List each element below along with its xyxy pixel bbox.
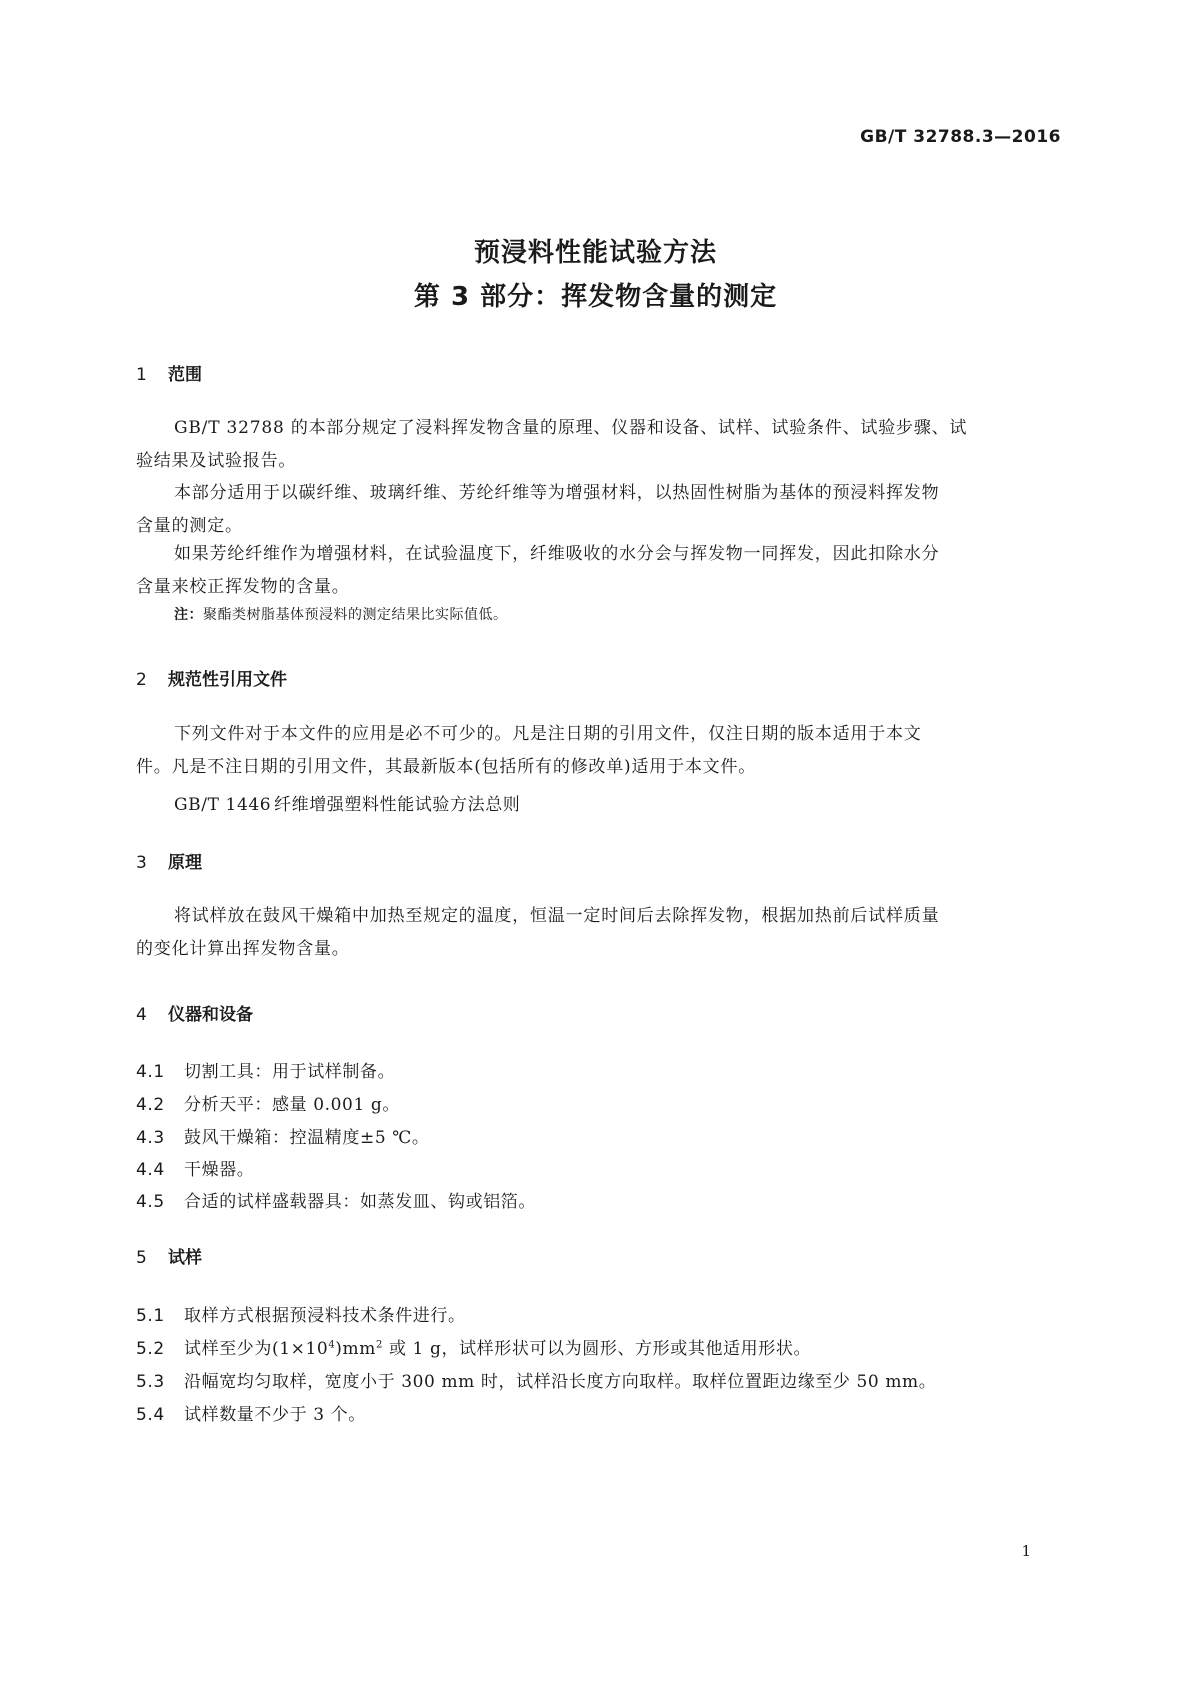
list-item: 4.5 合适的试样盛载器具：如蒸发皿、钩或铝箔。 <box>136 1192 536 1212</box>
paragraph: 如果芳纶纤维作为增强材料，在试验温度下，纤维吸收的水分会与挥发物一同挥发，因此扣除水分 含量来校正挥发物的含量。 <box>136 544 940 597</box>
note-label: 注： <box>174 607 203 623</box>
section-4-heading: 4 仪器和设备 <box>136 1005 253 1025</box>
list-item: 4.3 鼓风干燥箱：控温精度±5 ℃。 <box>136 1128 430 1148</box>
list-item: 5.3 沿幅宽均匀取样，宽度小于 300 mm 时，试样沿长度方向取样。取样位置距边缘至少 50 mm。 <box>136 1372 937 1392</box>
page-number: 1 <box>1021 1542 1031 1560</box>
paragraph: 将试样放在鼓风干燥箱中加热至规定的温度，恒温一定时间后去除挥发物，根据加热前后试样质量 的变化计算出挥发物含量。 <box>136 906 940 959</box>
list-item: 4.2 分析天平：感量 0.001 g。 <box>136 1095 400 1115</box>
note-text: 聚酯类树脂基体预浸料的测定结果比实际值低。 <box>203 607 508 623</box>
standard-number: GB/T 32788.3—2016 <box>860 127 1061 147</box>
normative-reference <box>174 790 520 815</box>
section-5-heading: 5 试样 <box>136 1248 202 1268</box>
paragraph: GB/T 32788 的本部分规定了浸料挥发物含量的原理、仪器和设备、试样、试验条件、试验步骤、试 验结果及试验报告。 <box>136 418 968 471</box>
paragraph: 本部分适用于以碳纤维、玻璃纤维、芳纶纤维等为增强材料，以热固性树脂为基体的预浸料挥发物 含量的测定。 <box>136 483 940 536</box>
list-item: 4.4 干燥器。 <box>136 1160 255 1180</box>
note <box>174 604 508 624</box>
section-2-heading: 2 规范性引用文件 <box>136 670 287 690</box>
document-subtitle: 第 3 部分：挥发物含量的测定 <box>413 282 778 312</box>
paragraph: 下列文件对于本文件的应用是必不可少的。凡是注日期的引用文件，仅注日期的版本适用于本文 件。凡是不注日期的引用文件，其最新版本(包括所有的修改单)适用于本文件。 <box>136 724 922 777</box>
section-title: 范围 <box>168 365 202 385</box>
reference-code: GB/T 1446 <box>174 795 272 815</box>
list-item: 5.1 取样方式根据预浸料技术条件进行。 <box>136 1306 466 1326</box>
section-1-heading <box>136 360 202 385</box>
list-item: 5.2 试样至少为$(1\times 10^4)mm^2$ 或 1 g，试样形状可以为圆形、方形或其他适用形状。 <box>136 1339 812 1359</box>
list-item: 4.1 切割工具：用于试样制备。 <box>136 1062 396 1082</box>
document-title: 预浸料性能试验方法 <box>473 238 717 268</box>
section-3-heading: 3 原理 <box>136 853 202 873</box>
reference-title: 纤维增强塑料性能试验方法总则 <box>274 795 521 815</box>
section-number: 1 <box>136 365 147 385</box>
list-item: 5.4 试样数量不少于 3 个。 <box>136 1405 366 1425</box>
